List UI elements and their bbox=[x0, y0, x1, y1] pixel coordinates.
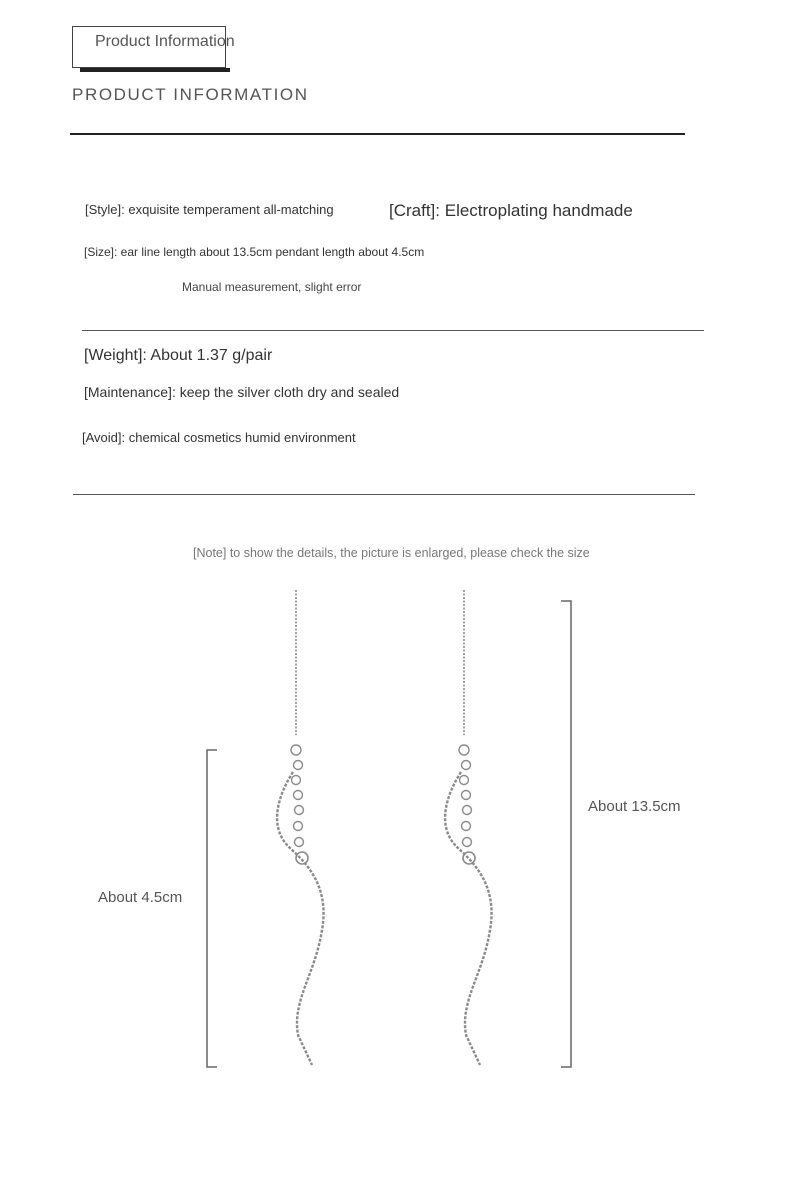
spec-style: [Style]: exquisite temperament all-matching bbox=[85, 202, 334, 217]
chain-link bbox=[294, 822, 303, 831]
chain-link bbox=[294, 791, 303, 800]
chain-link bbox=[295, 838, 304, 847]
wave-wire bbox=[445, 772, 491, 1065]
total-length-label: About 13.5cm bbox=[588, 798, 681, 815]
pendant-length-label: About 4.5cm bbox=[98, 889, 183, 906]
spec-size: [Size]: ear line length about 13.5cm pendant length about 4.5cm bbox=[84, 245, 425, 259]
total-dimension-bracket bbox=[561, 601, 571, 1067]
chain-link bbox=[463, 838, 472, 847]
size-note: [Note] to show the details, the picture is enlarged, please check the size bbox=[193, 546, 590, 560]
spec-weight: [Weight]: About 1.37 g/pair bbox=[84, 347, 273, 364]
earring-left bbox=[277, 590, 323, 1065]
chain-link bbox=[295, 806, 304, 815]
chain-link bbox=[463, 806, 472, 815]
earring-right bbox=[445, 590, 491, 1065]
wave-wire bbox=[277, 772, 323, 1065]
chain-link bbox=[459, 745, 469, 755]
spec-avoid: [Avoid]: chemical cosmetics humid environment bbox=[82, 430, 356, 445]
chain-link bbox=[462, 791, 471, 800]
spec-size-note: Manual measurement, slight error bbox=[182, 280, 362, 294]
chain-link bbox=[462, 822, 471, 831]
chain-link bbox=[292, 776, 301, 785]
chain-link bbox=[460, 776, 469, 785]
chain-link bbox=[291, 745, 301, 755]
chain-link bbox=[294, 761, 303, 770]
title-box-label: Product Information bbox=[95, 33, 235, 50]
chain-link bbox=[462, 761, 471, 770]
spec-craft: [Craft]: Electroplating handmade bbox=[389, 201, 633, 220]
spec-maintenance: [Maintenance]: keep the silver cloth dry and sealed bbox=[84, 384, 400, 400]
section-subtitle: PRODUCT INFORMATION bbox=[72, 85, 309, 104]
pendant-dimension-bracket bbox=[207, 750, 217, 1067]
